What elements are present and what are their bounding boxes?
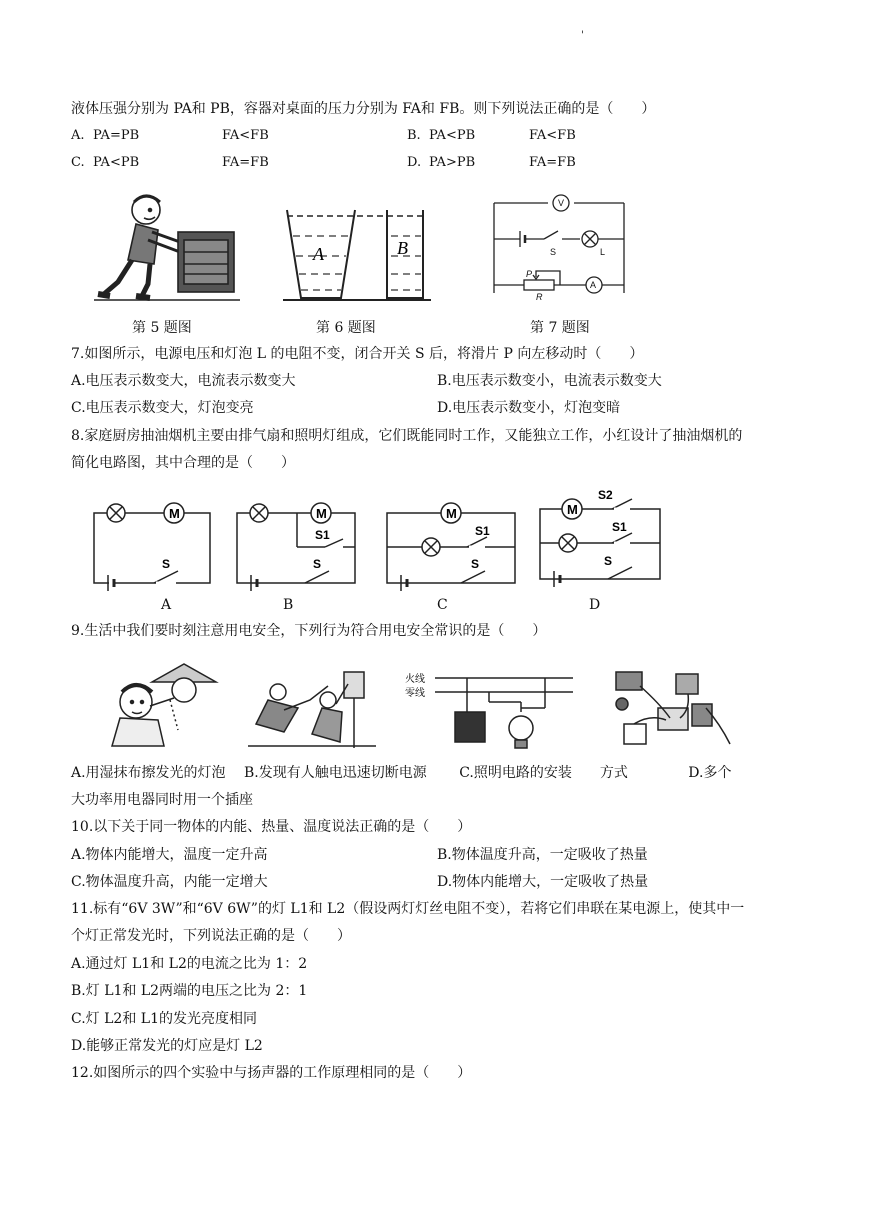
switch-s1-label: S1 <box>612 520 627 534</box>
motor-label: M <box>446 506 457 521</box>
motor-label: M <box>169 506 180 521</box>
switch-label: S <box>550 247 557 257</box>
page-mark: ' <box>581 30 584 41</box>
rheostat-label: R <box>536 292 543 302</box>
q10-option-a: A.物体内能增大，温度一定升高 <box>71 847 268 863</box>
q6-option-d-label: D. <box>407 155 422 170</box>
switch-label: S <box>313 557 322 571</box>
switch-label: S <box>471 557 480 571</box>
q9-stem: 9.生活中我们要时刻注意用电安全，下列行为符合用电安全常识的是（ ） <box>71 623 547 639</box>
q8-letter-c: C <box>437 597 448 613</box>
q6-option-d <box>407 154 576 172</box>
neutral-line-label: 零线 <box>405 688 425 699</box>
q10-option-b: B.物体温度升高，一定吸收了热量 <box>437 847 648 863</box>
caption-q7: 第 7 题图 <box>530 320 590 336</box>
q7-option-a: A.电压表示数变大，电流表示数变大 <box>71 373 296 389</box>
caption-q5: 第 5 题图 <box>132 320 192 336</box>
q6-option-c-f: FA=FB <box>222 155 269 170</box>
q11-stem-line2: 个灯正常发光时，下列说法正确的是（ ） <box>71 928 351 944</box>
switch-label: S <box>162 557 171 571</box>
switch-s1-label: S1 <box>315 528 330 542</box>
q7-option-d: D.电压表示数变小，灯泡变暗 <box>437 400 621 416</box>
q6-option-b-p: PA<PB <box>429 128 476 143</box>
q9-options-line2: 大功率用电器同时用一个插座 <box>71 792 253 808</box>
motor-label: M <box>316 506 327 521</box>
voltmeter-label: V <box>558 198 565 208</box>
switch-s2-label: S2 <box>598 488 613 502</box>
q6-stem: 液体压强分别为 PA和 PB，容器对桌面的压力分别为 FA和 FB。则下列说法正确的是（ ） <box>71 101 656 117</box>
ammeter-label: A <box>590 280 597 290</box>
q8-letter-b: B <box>283 597 294 613</box>
q11-option-c: C.灯 L2和 L1的发光亮度相同 <box>71 1011 257 1027</box>
q7-option-b: B.电压表示数变小，电流表示数变大 <box>437 373 662 389</box>
q9-image-c-lighting-circuit <box>405 668 575 754</box>
q10-option-c: C.物体温度升高，内能一定增大 <box>71 874 268 890</box>
caption-q6: 第 6 题图 <box>316 320 376 336</box>
q8-letter-d: D <box>589 597 601 613</box>
q12-stem: 12.如图所示的四个实验中与扬声器的工作原理相同的是（ ） <box>71 1065 472 1081</box>
q6-option-b <box>407 127 576 145</box>
q11-stem-line1: 11.标有“6V 3W”和“6V 6W”的灯 L1和 L2（假设两灯灯丝电阻不变），若将它们串联在某电源上，使其中一 <box>71 901 745 917</box>
q6-option-d-p: PA>PB <box>429 155 476 170</box>
slider-label: P <box>526 269 533 279</box>
figure-7-circuit <box>490 193 630 303</box>
figure-5-boy-pushing-box <box>92 190 242 305</box>
fire-line-label: 火线 <box>405 674 425 685</box>
q8-circuit-c <box>385 495 520 587</box>
container-b-label: B <box>397 238 408 258</box>
switch-s1-label: S1 <box>475 524 490 538</box>
switch-label: S <box>604 554 613 568</box>
q10-option-d: D.物体内能增大，一定吸收了热量 <box>437 874 649 890</box>
q8-letter-a: A <box>161 597 172 613</box>
q6-option-b-label: B. <box>407 128 421 143</box>
q8-stem-line1: 8.家庭厨房抽油烟机主要由排气扇和照明灯组成，它们既能同时工作，又能独立工作，小红设计了抽油烟机的 <box>71 428 743 444</box>
q6-option-a-label: A. <box>71 128 85 143</box>
lamp-label: L <box>600 247 606 257</box>
q10-stem: 10.以下关于同一物体的内能、热量、温度说法正确的是（ ） <box>71 819 472 835</box>
container-a-label: A <box>313 244 324 264</box>
q8-stem-line2: 简化电路图，其中合理的是（ ） <box>71 455 295 471</box>
q9-image-a-wet-cloth-lamp <box>104 660 224 752</box>
q6-option-c-label: C. <box>71 155 85 170</box>
motor-label: M <box>567 502 578 517</box>
q6-option-a <box>71 127 269 145</box>
q6-option-b-f: FA<FB <box>529 128 576 143</box>
q6-option-a-p: PA=PB <box>93 128 140 143</box>
q9-image-b-cut-power <box>248 662 378 750</box>
q8-circuit-b <box>235 495 360 587</box>
q6-option-c-p: PA<PB <box>93 155 140 170</box>
q6-option-a-f: FA<FB <box>222 128 269 143</box>
q11-option-d: D.能够正常发光的灯应是灯 L2 <box>71 1038 263 1054</box>
q8-circuit-d <box>538 487 668 587</box>
q6-option-c <box>71 154 269 172</box>
q7-option-c: C.电压表示数变大，灯泡变亮 <box>71 400 254 416</box>
q8-circuit-a <box>92 495 212 587</box>
q9-options-line1: A.用湿抹布擦发光的灯泡 B.发现有人触电迅速切断电源 C.照明电路的安装 方式 D.多个 <box>71 765 732 781</box>
q9-image-d-overloaded-socket <box>610 664 740 752</box>
q6-option-d-f: FA=FB <box>529 155 576 170</box>
q7-stem: 7.如图所示，电源电压和灯泡 L 的电阻不变，闭合开关 S 后，将滑片 P 向左移动时（ ） <box>71 346 644 362</box>
q11-option-a: A.通过灯 L1和 L2的电流之比为 1：2 <box>71 956 308 972</box>
figure-6-containers <box>283 200 433 305</box>
q11-option-b: B.灯 L1和 L2两端的电压之比为 2：1 <box>71 983 308 999</box>
